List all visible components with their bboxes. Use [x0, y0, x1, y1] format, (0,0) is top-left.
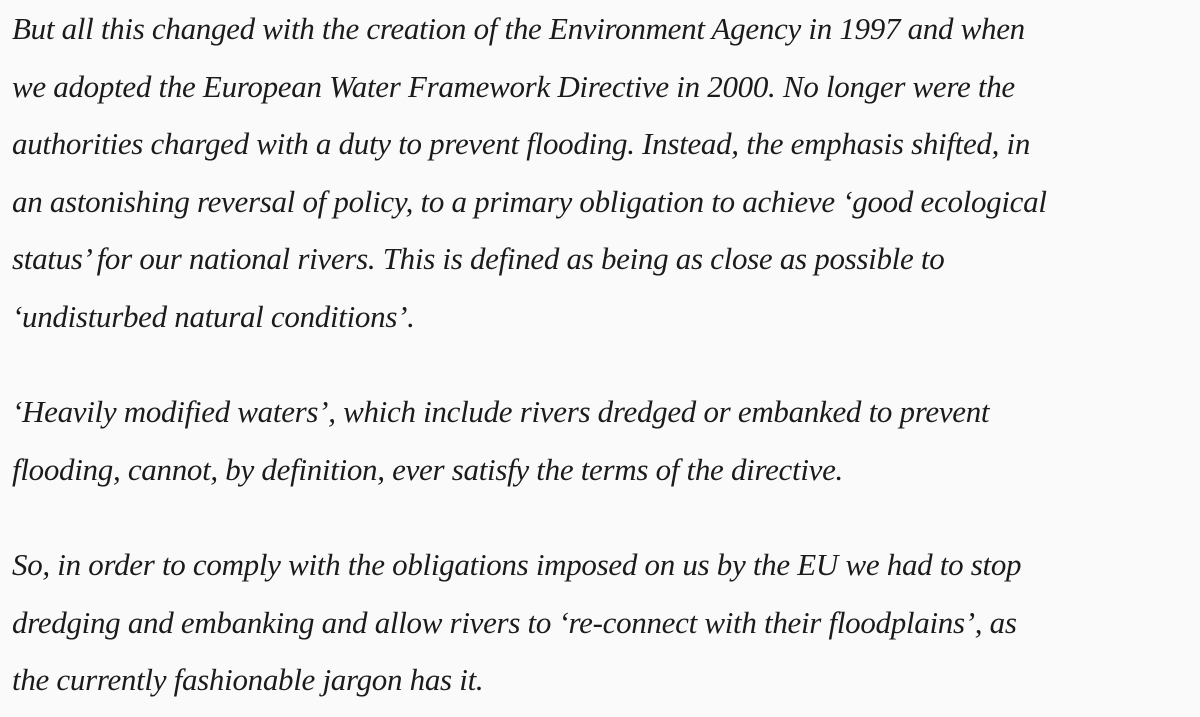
paragraph-line: So, in order to comply with the obligations imposed on us by the EU we had to stop: [12, 547, 1022, 582]
paragraph-line: ‘undisturbed natural conditions’.: [12, 298, 415, 334]
paragraph-line: flooding, cannot, by definition, ever satisfy the terms of the directive.: [12, 451, 843, 487]
paragraph-2: [12, 383, 1192, 498]
paragraph-1: [12, 0, 1192, 345]
paragraph-line: But all this changed with the creation of the Environment Agency in 1997 and when: [12, 11, 1025, 46]
paragraph-line: we adopted the European Water Framework Directive in 2000. No longer were the: [12, 68, 1015, 104]
paragraph-line: the currently fashionable jargon has it.: [12, 662, 484, 697]
paragraph-line: status’ for our national rivers. This is defined as being as close as possible to: [12, 241, 945, 276]
paragraph-line: authorities charged with a duty to prevent flooding. Instead, the emphasis shifted, in: [12, 126, 1031, 161]
paragraph-spacer: [12, 498, 1192, 536]
paragraph-line: an astonishing reversal of policy, to a primary obligation to achieve ‘good ecological: [12, 183, 1047, 219]
paragraph-spacer: [12, 345, 1192, 383]
paragraph-3: [12, 536, 1192, 709]
paragraph-line: ‘Heavily modified waters’, which include rivers dredged or embanked to prevent: [12, 394, 990, 429]
paragraph-line: dredging and embanking and allow rivers to ‘re-connect with their floodplains’, as: [12, 604, 1017, 640]
article-body: [12, 0, 1192, 709]
